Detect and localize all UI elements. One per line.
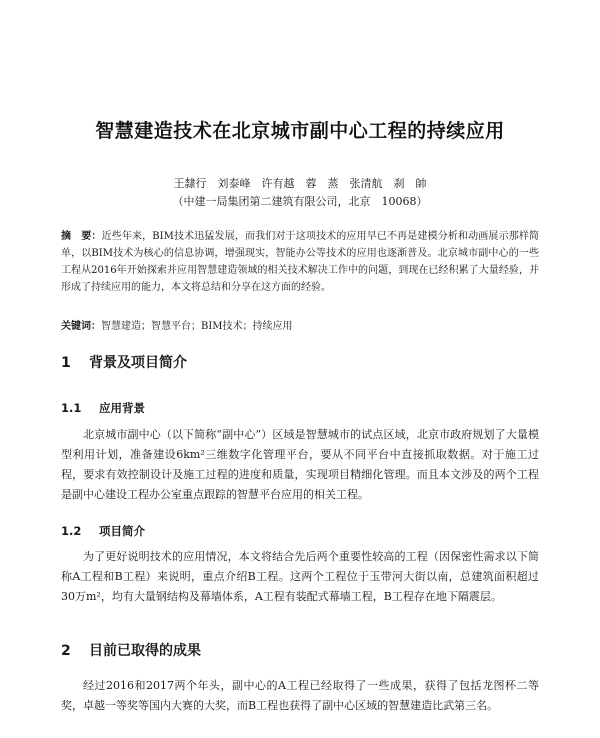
keywords-label: 关键词： [61, 321, 101, 332]
abstract [61, 228, 539, 296]
subsection-title: 项目简介 [99, 524, 145, 538]
section-heading-1 [61, 352, 187, 372]
paragraph-background: 北京城市副中心（以下简称“副中心”）区域是智慧城市的试点区域，北京市政府规划了大量模型利用计划，准备建设6km²三维数字化管理平台，要从不同平台中直接抓取数据。对于施工过程，要求有效控制设计及施工过程的进度和质量，实现项目精细化管理。而且本文涉及的两个工程是副中心建设工程办公室重点跟踪的智慧平台应用的相关工程。 [61, 428, 539, 501]
paragraph-project-intro: 为了更好说明技术的应用情况，本文将结合先后两个重要性较高的工程（因保密性需求以下简称A工程和B工程）来说明，重点介绍B工程。这两个工程位于玉带河大街以南，总建筑面积超过30万m²，均有大量钢结构及幕墙体系，A工程有装配式幕墙工程，B工程存在地下隔震层。 [61, 550, 539, 603]
subsection-heading-1-2 [61, 523, 145, 539]
subsection-title: 应用背景 [99, 401, 145, 415]
paragraph-achievements: 经过2016和2017两个年头，副中心的A工程已经取得了一些成果，获得了包括龙图杯二等奖，卓越一等奖等国内大赛的大奖，而B工程也获得了副中心区域的智慧建造比武第三名。 [61, 679, 539, 712]
author-affiliation: （中建一局集团第二建筑有限公司，北京 10068） [172, 195, 428, 208]
section-title: 背景及项目简介 [89, 355, 187, 371]
section-number: 2 [61, 643, 71, 659]
keywords-text: 智慧建造；智慧平台；BIM技术；持续应用 [101, 321, 293, 332]
section-title: 目前已取得的成果 [89, 643, 201, 659]
author-list: 王隸行 刘泰峰 许有越 蓉 蒸 张清航 刹 帥 [173, 177, 427, 190]
section-heading-2 [61, 640, 201, 660]
paper-title: 智慧建造技术在北京城市副中心工程的持续应用 [95, 120, 505, 142]
section-number: 1 [61, 355, 71, 371]
keywords [61, 318, 539, 335]
subsection-number: 1.1 [61, 401, 82, 415]
subsection-number: 1.2 [61, 524, 82, 538]
abstract-text: 近些年来，BIM技术迅猛发展，而我们对于这项技术的应用早已不再是建模分析和动画展示那样简单，以BIM技术为核心的信息协调，增强现实，智能办公等技术的应用也逐渐普及。北京城市副中心的一些工程从2016年开始探索并应用智慧建造领域的相关技术解决工作中的问题，到现在已经积累了大量经验，并形成了持续应用的能力，本文将总结和分享在这方面的经验。 [61, 231, 539, 293]
subsection-heading-1-1 [61, 400, 145, 416]
abstract-label: 摘 要： [61, 231, 102, 242]
